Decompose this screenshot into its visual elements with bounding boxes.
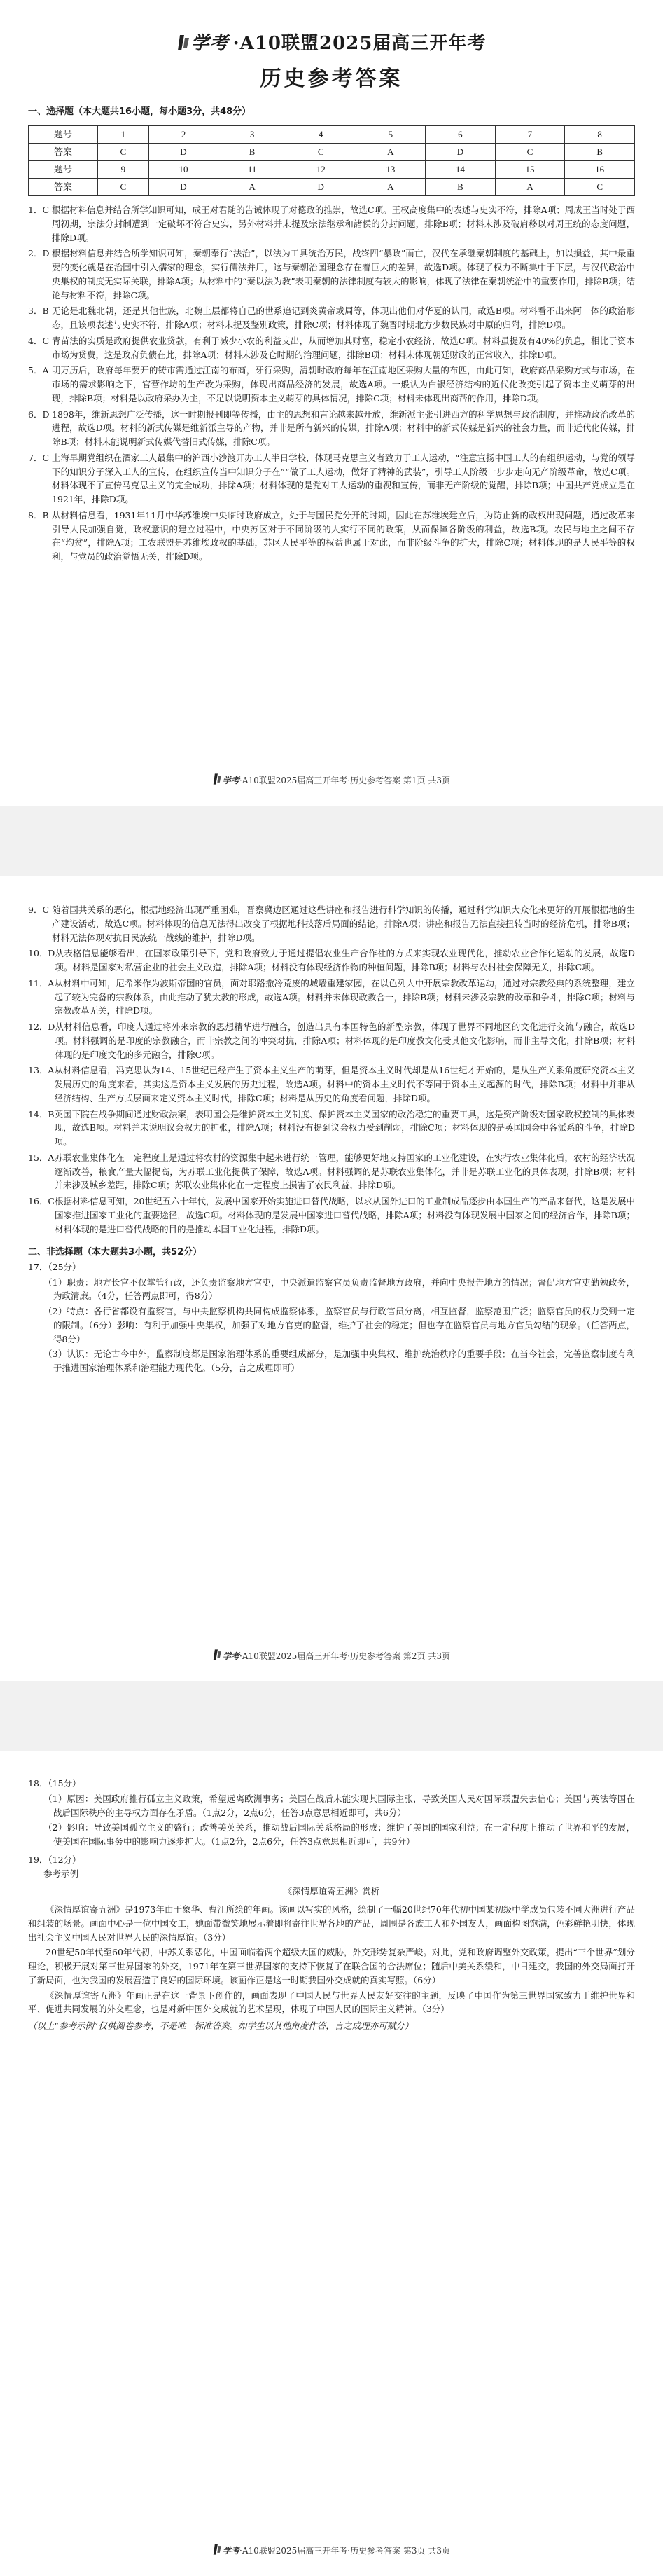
brand-name: 学考 [190, 33, 229, 54]
answer-item [28, 1194, 635, 1236]
question-part: （3）认识：无论古今中外，监察制度都是国家治理体系的重要组成部分，是加强中央集权、维护统治秩序的重要手段；在当今社会，完善监察制度有利于推进国家治理体系和治理能力现代化。（5分，言之成理即可） [43, 1349, 635, 1374]
table-cell: 14 [426, 161, 496, 179]
item-text: 根据材料信息并结合所学知识可知，秦朝奉行“法治”，以法为工具统治万民，战终四“暴政”而亡，汉代在承继秦朝制度的基础上，加以损益，其中最重要的变化就是在治国中引入儒家的理念，实行儒法并用，这与秦朝治国理念存在着巨大的差异，故选D项。体现了权力不断集中于下层，与汉代政治中央集权的制度无实际关联，排除A项；从材料中的“秦以法为教”表明秦朝的法律制度有较大的影响，体现了法律在秦朝统治中的重要作用，排除B项；结论与材料不符，排除C项。 [52, 248, 635, 301]
table-cell: B [426, 179, 496, 196]
table-cell: 5 [356, 126, 426, 144]
essay-paragraph: 20世纪50年代至60年代初，中苏关系恶化，中国面临着两个超级大国的威胁，外交形势复杂严峻。对此，党和政府调整外交政策，提出“三个世界”划分理论，积极开展对第三世界国家的外交，1971年在第三世界国家的支持下恢复了在联合国的合法席位；随后中美关系缓和，中日建交，我国的外交局面打开了新局面，也为我国的发展营造了良好的国际环境。该画作正是这一时期我国外交成就的真实写照。（6分） [28, 1947, 635, 1985]
answer-item [28, 364, 635, 405]
brand-logo-icon [213, 2543, 223, 2556]
table-cell: A [218, 179, 286, 196]
footer-brand: 学考 [222, 1651, 239, 1661]
table-cell: 9 [98, 161, 149, 179]
footer-text: ·A10联盟2025届高三开年考·历史参考答案 第3页 共3页 [239, 2546, 451, 2556]
item-number: 6．D [28, 408, 50, 420]
item-number: 16．C [28, 1196, 55, 1206]
footer-text: ·A10联盟2025届高三开年考·历史参考答案 第2页 共3页 [239, 1651, 451, 1661]
grading-note: （以上“参考示例”仅供阅卷参考，不是唯一标准答案。如学生以其他角度作答，言之成理亦可赋分） [28, 2020, 414, 2031]
section-title: 二、非选择题（本大题共3小题，共52分） [28, 1247, 202, 1258]
answer-item [28, 451, 635, 507]
table-cell: 11 [218, 161, 286, 179]
table-cell: C [98, 144, 149, 161]
essay-paragraph: 《深情厚谊寄五洲》年画正是在这一背景下创作的，画面表现了中国人民与世界人民友好交往的主题，反映了中国作为第三世界国家致力于维护世界和平、促进共同发展的外交理念，也是对新中国外交成就的艺术呈现，体现了中国人民的国际主义精神。（3分） [28, 1990, 635, 2015]
question-head: 18．（15分） [28, 1778, 81, 1789]
table-cell: 13 [356, 161, 426, 179]
table-cell: C [286, 144, 356, 161]
answer-table [28, 125, 635, 196]
table-cell: A [356, 144, 426, 161]
item-text: 从材料信息看，印度人通过将外来宗教的思想精华进行融合，创造出具有本国特色的新型宗教，体现了世界不同地区的文化进行交流与融合，故选D项。材料强调的是印度的宗教融合，而非宗教之间的冲突对抗，排除A项；材料体现的是印度教文化受其他文化影响，而非主导文化，排除B项；材料体现的是印度文化的多元融合，排除C项。 [55, 1021, 635, 1060]
table-row [29, 144, 635, 161]
table-cell: 题号 [29, 126, 98, 144]
table-cell: A [495, 179, 565, 196]
item-number: 3．B [28, 305, 49, 317]
item-text: 从材料信息看，冯克思认为14、15世纪已经产生了资本主义生产的萌芽，但是资本主义时代却是从16世纪才开始的，是从生产关系角度研究资本主义发展历史的角度来看，其实这是资本主义发展的历史过程，故选A项。材料中的资本主义时代不等同于资本主义起源的时代，排除B项；材料中并非从经济结构、生产方式层面来定义资本主义时代，排除C项；材料是从历史的角度看问题，排除D项。 [54, 1065, 635, 1103]
answer-item [28, 903, 635, 944]
answer-item [28, 1020, 635, 1061]
table-cell: 16 [565, 161, 635, 179]
answer-item [28, 946, 635, 974]
question-part: （1）原因：美国政府推行孤立主义政策，希望远离欧洲事务；美国在战后未能实现其国际主张，导致美国人民对国际联盟失去信心；美国与英法等国在战后国际秩序的主导权方面存在矛盾。（1点2分，2点6分，任答3点意思相近即可，共6分） [43, 1793, 635, 1818]
document-header [28, 29, 635, 95]
table-cell: 题号 [29, 161, 98, 179]
item-text: 根据材料信息可知，20世纪五六十年代，发展中国家开始实施进口替代战略，以求从国外进口的工业制成品逐步由本国生产的产品来替代，这是发展中国家推进国家工业化的重要途径，故选C项。材料体现的是发展中国家进口替代战略，排除A项；材料没有体现发展中国家之间的经济合作，排除B项；材料体现的是进口替代战略的目的是推动本国工业化进程，排除D项。 [54, 1196, 635, 1234]
question-head: 19．（12分） [28, 1854, 81, 1865]
item-text: 从材料中可知，尼希米作为波斯帝国的官员，面对耶路撒冷荒废的城墙重建家园，在以色列人中开展宗教改革运动，通过对宗教经典的系统整理，建立起了较为完备的宗教体系，由此推动了犹太教的形成，故选A项。材料并未体现政教合一，排除B项；材料未涉及宗教的改革和争斗，排除C项；材料与宗教改革无关，排除D项。 [54, 977, 635, 1017]
table-cell: D [148, 144, 218, 161]
table-cell: C [98, 179, 149, 196]
answer-item [28, 334, 635, 362]
item-text: 苏联农业集体化在一定程度上是通过将农村的资源集中起来进行统一管理，能够更好地支持国家的工业化建设，在实行农业集体化后，农村的经济状况逐渐改善，粮食产量大幅提高，为苏联工业化提供了保障，故选A项。材料强调的是苏联农业集体化，并非是苏联工业化的具体表现，排除B项；材料并未涉及城乡差距，排除C项；苏联农业集体化在一定程度上损害了农民利益，排除D项。 [54, 1152, 635, 1191]
answer-item [28, 408, 635, 449]
question-17 [28, 1260, 635, 1375]
item-number: 10．D [28, 948, 55, 959]
question-part: （1）职责：地方长官不仅掌管行政，还负责监察地方官吏，中央派遣监察官员负责监督地方政府，并向中央报告地方的情况；督促地方官吏勤勉政务，为政清廉。（4分，任答两点即可，得8分） [43, 1276, 635, 1302]
exam-name: A10联盟2025届高三开年考 [239, 33, 487, 54]
table-cell: B [565, 144, 635, 161]
table-cell: 答案 [29, 179, 98, 196]
item-text: 上海早期党组织在酒家工人最集中的沪西小沙渡开办工人半日学校，体现马克思主义者致力于工人运动，“注意宣扬中国工人的有组织运动，与党的领导下的知识分子深入工人的宣传，在组织宣传当中知识分子在”“做了工人运动，做好了精神的武装”，引导工人阶级一步步走向无产阶级革命，故选C项。材料体现不了宣传马克思主义的完全成功，排除A项；材料体现的是党对工人运动的重视和宣传，而非无产阶级的觉醒，排除B项；中国共产党成立是在1921年，排除D项。 [52, 452, 635, 504]
item-number: 4．C [28, 335, 50, 346]
brand-logo-icon [213, 773, 223, 785]
item-number: 12．D [28, 1021, 55, 1032]
page-footer [0, 773, 663, 786]
table-cell: 10 [148, 161, 218, 179]
document-subtitle: 历史参考答案 [260, 67, 403, 92]
table-cell: A [356, 179, 426, 196]
answer-item [28, 203, 635, 244]
footer-brand: 学考 [222, 2546, 239, 2556]
item-number: 5．A [28, 365, 49, 376]
item-number: 13．A [28, 1065, 55, 1076]
question-part: （2）影响：导致美国孤立主义的盛行；改善美英关系，推动战后国际关系格局的形成；维护了美国的国家利益；在一定程度上推动了世界和平的发展，使美国在国际事务中的影响力逐步扩大。（1点2分，2点6分，任答3点意思相近即可，共9分） [43, 1822, 635, 1847]
item-number: 14．B [28, 1108, 55, 1120]
table-cell: 答案 [29, 144, 98, 161]
table-cell: 3 [218, 126, 286, 144]
table-cell: C [565, 179, 635, 196]
essay-paragraph: 《深情厚谊寄五洲》是1973年由于象华、曹江所绘的年画。该画以写实的风格，绘制了一幅20世纪70年代初中国某初级中学成员包装不同大洲进行产品和组装的场景。画面中心是一位中国女工，她面带微笑地展示着即将寄往世界各地的产品，周围是各族工人和外国友人，画面构图饱满，色彩鲜艳明快，体现出社会主义中国人民对世界人民的深情厚谊。（3分） [28, 1904, 635, 1943]
item-text: 青苗法的实质是政府提供农业贷款，有利于减少小农的利益支出，从而增加其财富，稳定小农经济，故选C项。材料虽提及有40%的负息，相比于资本市场为贷费，这是政府负债在此，排除A项；材料未涉及仓时期的治理问题，排除B项；材料未体现朝廷财政的正常收入，排除D项。 [52, 335, 635, 360]
exam-title: 学考 ·A10联盟2025届高三开年考 [28, 29, 635, 58]
item-number: 11．A [28, 977, 55, 989]
table-cell: C [495, 144, 565, 161]
item-text: 1898年，维新思想广泛传播，这一时期报刊即等传播，由主的思想和言论越来越开放，维新派主张引进西方的科学思想与政治制度，并推动政治改革的进程，故选D项。材料的新式传媒是维新派主导的产物，并非是所有新兴的传媒，排除A项；材料中的新式传媒是新兴的社会力量，而非近代化传媒，排除B项；材料未能说明新式传媒代替旧式传媒，排除C项。 [52, 408, 635, 447]
item-text: 明万历后，政府每年要开的铸市需通过江南的布商，牙行采购，清朝时政府每年在江南地区采购大量的布匹，由此可知，政府商品采购方式与市场，在市场的需求影响之下，官营作坊的生产改为采购，体现出商品经济的发展，故选A项。一般认为白银经济结构的近代化改变引起了资本主义萌芽的出现，排除B项；材料是以政府采办为主，不足以说明资本主义萌芽的具体情况，排除C项；材料未体现出商帮的作用，排除D项。 [52, 365, 635, 404]
table-cell: 2 [148, 126, 218, 144]
question-head: 17．（25分） [28, 1261, 81, 1272]
table-cell: 8 [565, 126, 635, 144]
answer-item [28, 1108, 635, 1149]
item-number: 8．B [28, 509, 49, 521]
footer-text: ·A10联盟2025届高三开年考·历史参考答案 第1页 共3页 [239, 776, 451, 785]
item-text: 英国下院在战争期间通过财政法案，表明国会是维护资本主义制度、保护资本主义国家的政治稳定的重要工具，这是资产阶级对国家政权控制的具体表现，故选B项。材料并未说明议会权力的扩张，排除A项；材料没有提到议会权力受到削弱，排除C项；材料体现的是英国国会中各派系的斗争，排除D项。 [54, 1108, 635, 1147]
table-cell: D [148, 179, 218, 196]
sample-label: 参考示例 [43, 1868, 79, 1879]
table-cell: D [426, 144, 496, 161]
page-2 [0, 876, 663, 1681]
item-text: 从表格信息能够看出，在国家政策引导下，党和政府致力于通过提倡农业生产合作社的方式来实现农业现代化，推动农业合作化运动的发展，故选D项。材料是国家对私营企业的社会主义改造，排除A项；材料没有体现经济作物的种植问题，排除B项；材料与农村社会保障无关，排除C项。 [55, 948, 635, 972]
answer-item [28, 977, 635, 1018]
item-number: 2．D [28, 248, 50, 259]
item-text: 根据材料信息并结合所学知识可知，成王对君随的告诫体现了对德政的推崇，故选C项。王权高度集中的表述与史实不符，排除A项；周成王当时处于西周初期，宗法分封制遭到一定破坏不符合史实，另外材料并未提及宗法继承和諸侯的分封问题，排除B项；材料未涉及破肩移以对周王统的态度问题，排除D项。 [52, 205, 635, 243]
answer-item [28, 247, 635, 302]
brand-logo-icon [177, 34, 191, 52]
item-text: 随着国共关系的恶化，根据地经济出现严重困难，晋察冀边区通过这些讲座和报告进行科学知识的传播，通过科学知识大众化来更好的开展根据地的生产建设活动，故选C项。材料体现的信息无法得出改变了根据地科技落后局面的结论，排除A项；讲座和报告无法直接扭转当时的经济危机，排除B项；材料无法体现对抗日民族统一战线的维护，排除D项。 [52, 904, 635, 943]
table-cell: B [218, 144, 286, 161]
page-1 [0, 0, 663, 806]
question-18 [28, 1777, 635, 1849]
item-number: 9．C [28, 904, 50, 915]
page-footer [0, 2543, 663, 2556]
item-number: 1．C [28, 205, 50, 215]
item-text: 从材料信息看，1931年11月中华苏维埃中央临时政府成立，处于与国民党分开的时期，因此在苏维埃建立后，为防止新的政权出现问题，通过改革来引导人民加强自觉，政权意识的建立过程中，中央苏区对于不同阶级的人实行不同的政策，从而保障各阶级的利益，故选B项。农民与地主之间不存在“均贫”，排除A项；工农联盟是苏维埃政权的基础，苏区人民平等的权益也属于对此，而非阶级斗争的扩大，排除C项；材料体现的是人民平等的权利，与党员的政治觉悟无关，排除D项。 [52, 509, 635, 562]
table-row [29, 179, 635, 196]
question-part: （2）特点：各行省都设有监察官，与中央监察机构共同构成监察体系，监察官员与行政官员分离，相互监督，监察范围广泛；监察官员的权力受到一定的限制。（6分）影响：有利于加强中央集权，加强了对地方官吏的监督，维护了社会的稳定；但也存在监察官员与地方官员勾结的现象。（任答两点，得8分） [43, 1306, 635, 1344]
table-row [29, 126, 635, 144]
page-footer [0, 1648, 663, 1662]
answer-item [28, 304, 635, 332]
answer-item [28, 509, 635, 564]
table-cell: D [286, 179, 356, 196]
table-cell: 12 [286, 161, 356, 179]
item-text: 无论是北魏北朝，还是其他世族，北魏上层都将自己的世系追记到炎黄帝或周等，体现出他们对华夏的认同，故选B项。材料看不出来阿一体的政治形态，且该项表述与史实不符，排除A项；材料未提及鉴别政策，排除C项；材料体现了魏晋时期北方少数民族对中原的归附，排除D项。 [52, 305, 635, 330]
answer-item [28, 1151, 635, 1192]
answer-item [28, 1063, 635, 1105]
page-3 [0, 1751, 663, 2576]
table-cell: 7 [495, 126, 565, 144]
item-number: 7．C [28, 452, 50, 463]
essay-title: 《深情厚谊寄五洲》赏析 [283, 1886, 380, 1897]
section-title: 一、选择题（本大题共16小题，每小题3分，共48分） [28, 106, 251, 118]
table-cell: 1 [98, 126, 149, 144]
question-19 [28, 1853, 635, 2033]
item-number: 15．A [28, 1152, 55, 1163]
table-cell: 4 [286, 126, 356, 144]
brand-logo-icon [213, 1648, 223, 1661]
table-cell: 6 [426, 126, 496, 144]
table-row [29, 161, 635, 179]
footer-brand: 学考 [222, 776, 239, 785]
table-cell: 15 [495, 161, 565, 179]
